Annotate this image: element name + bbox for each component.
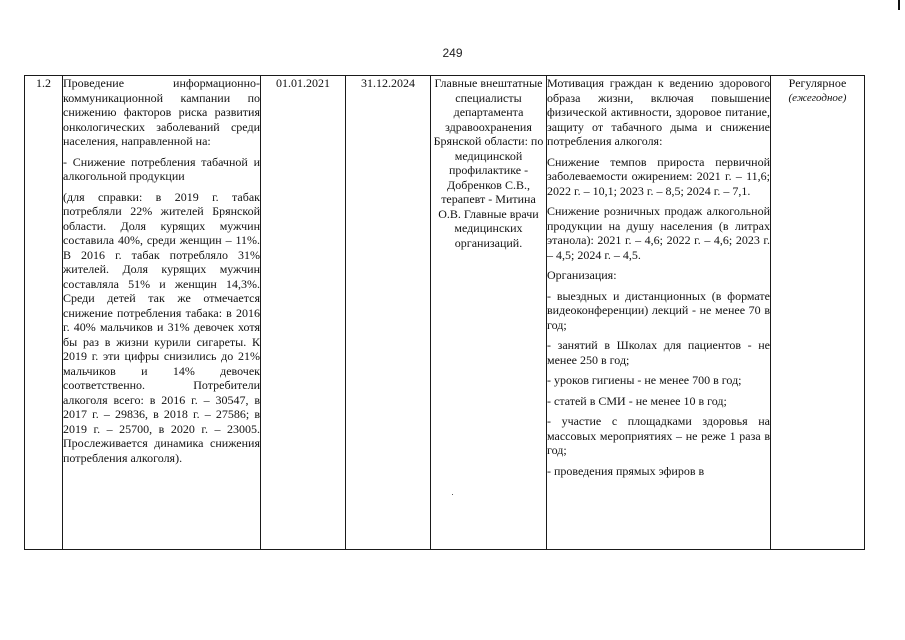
result-item: Снижение розничных продаж алкогольной продукции на душу населения (в литрах этанола): 2021 г. – 4,6; 2022 г. – 4,6; 2023 г. – 4,5; 2024 г. – 4,5. <box>547 204 770 262</box>
start-date: 01.01.2021 <box>276 76 330 90</box>
result-item: Организация: <box>547 268 617 282</box>
frequency-text: Регулярное <box>788 76 847 90</box>
description-item: - Снижение потребления табачной и алкогольной продукции <box>63 154 260 183</box>
executors-text: Главные внештатные специалисты департамента здравоохранения Брянской области: по медицинской профилактике - Добренков С.В., терапевт - Митина О.В. Главные врачи медицинских организаций. <box>433 76 544 250</box>
page-number: 249 <box>442 46 463 60</box>
results-cell <box>547 76 771 550</box>
result-item: - участие с площадками здоровья на массовых мероприятиях – не реже 1 раза в год; <box>547 414 770 457</box>
row-number: 1.2 <box>36 76 51 90</box>
end-date: 31.12.2024 <box>361 76 415 90</box>
result-item: Мотивация граждан к ведению здорового образа жизни, включая повышение физической активности, здоровое питание, защиту от табачного дыма и снижение потребления алкоголя: <box>547 76 770 148</box>
frequency-cell <box>771 76 865 550</box>
end-date-cell <box>346 76 431 550</box>
executors-cell <box>431 76 547 550</box>
results-list <box>547 76 770 547</box>
start-date-cell <box>261 76 346 550</box>
description-cell <box>63 76 261 550</box>
plan-table <box>24 75 865 550</box>
result-item: - занятий в Школах для пациентов - не менее 250 в год; <box>547 338 770 367</box>
description-intro: Проведение информационно-коммуникационной кампании по снижению факторов риска развития онкологических заболеваний среди населения, направленной на: <box>63 76 260 148</box>
page-edge-mark <box>898 0 900 10</box>
result-item: - уроков гигиены - не менее 700 в год; <box>547 373 742 387</box>
row-number-cell <box>25 76 63 550</box>
frequency-note: (ежегодное) <box>788 91 847 104</box>
result-item: - выездных и дистанционных (в формате видеоконференции) лекций - не менее 70 в год; <box>547 288 770 332</box>
result-item: - проведения прямых эфиров в <box>547 463 705 478</box>
description-reference: (для справки: в 2019 г. табак потребляли 22% жителей Брянской области. Доля курящих мужчин составила 40%, среди женщин – 11%. В 2016 г. табак потребляло 31% жителей. Доля курящих мужчин составляла 51% и женщин 14,3%. Среди детей так же отмечается снижение потребления табака: в 2016 г. 40% мальчиков и 31% девочек хотя бы раз в жизни курили сигареты. К 2019 г. эти цифры снизились до 21% мальчиков и 14% девочек соответственно. Потребители алкоголя всего: в 2016 г. – 30547, в 2017 г. – 29836, в 2018 г. – 27586; в 2019 г. – 25700, в 2020 г. – 23005. Прослеживается динамика снижения потребления алкоголя). <box>63 189 260 465</box>
result-item: Снижение темпов прироста первичной заболеваемости ожирением: 2021 г. – 11,6; 2022 г. – 10,1; 2023 г. – 8,5; 2024 г. – 7,1. <box>547 154 770 198</box>
result-item: - статей в СМИ - не менее 10 в год; <box>547 393 727 408</box>
table-row <box>25 76 865 550</box>
